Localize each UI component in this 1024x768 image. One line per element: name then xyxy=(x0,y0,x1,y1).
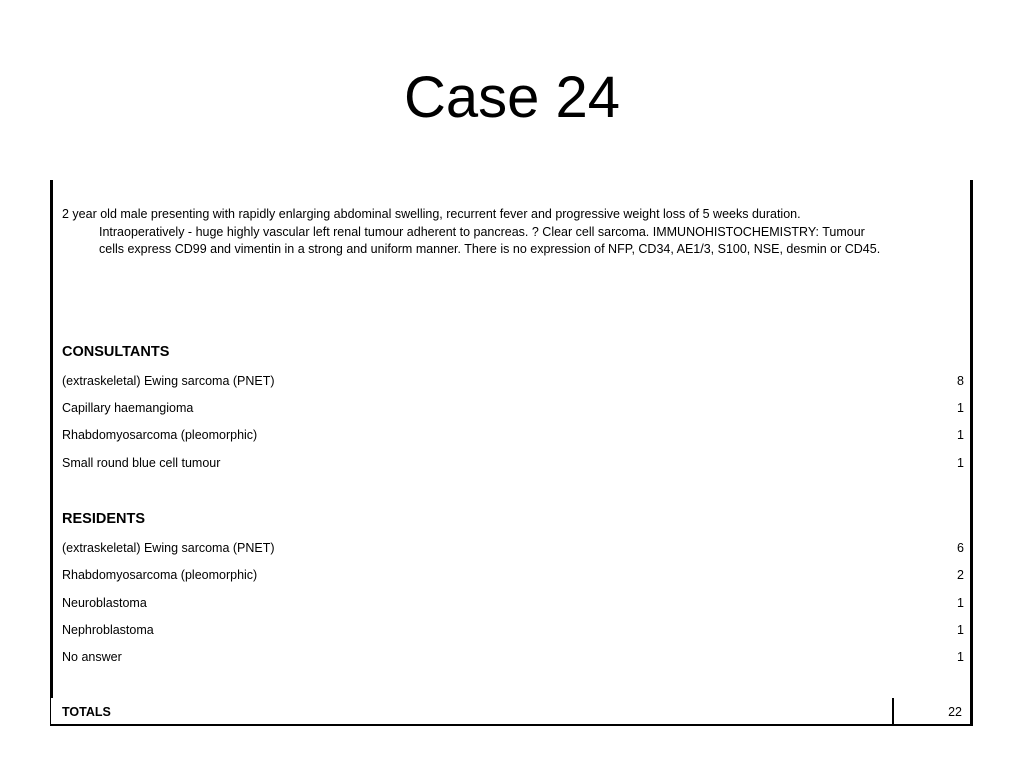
diagnosis-label: (extraskeletal) Ewing sarcoma (PNET) xyxy=(62,541,275,555)
diagnosis-count: 6 xyxy=(957,541,964,555)
table-row xyxy=(62,399,964,417)
diagnosis-count: 2 xyxy=(957,568,964,582)
table-row xyxy=(62,539,964,557)
case-description: 2 year old male presenting with rapidly enlarging abdominal swelling, recurrent fever and progressive weight loss of 5 weeks duration. Intraoperatively - huge highly vascular left renal tumour adherent to pancreas. ? Clear cell sarcoma. IMMUNOHISTOCHEMISTRY: Tumour cells express CD99 and vimentin in a strong and uniform manner. There is no expression of NFP, CD34, AE1/3, S100, NSE, desmin or CD45. xyxy=(62,207,881,256)
table-row xyxy=(62,454,964,472)
totals-value: 22 xyxy=(948,705,962,719)
diagnosis-count: 1 xyxy=(957,650,964,664)
diagnosis-label: Rhabdomyosarcoma (pleomorphic) xyxy=(62,428,258,442)
table-row xyxy=(62,372,964,390)
table-row xyxy=(62,426,964,444)
table-row xyxy=(62,594,964,612)
table-border-right xyxy=(970,180,973,726)
diagnosis-count: 1 xyxy=(957,623,964,637)
table-row xyxy=(62,648,964,666)
diagnosis-label: Nephroblastoma xyxy=(62,623,154,637)
table-border-bottom xyxy=(50,724,973,726)
results-table xyxy=(50,180,974,726)
diagnosis-label: (extraskeletal) Ewing sarcoma (PNET) xyxy=(62,374,275,388)
diagnosis-count: 1 xyxy=(957,456,964,470)
diagnosis-label: No answer xyxy=(62,650,122,664)
consultants-heading: CONSULTANTS xyxy=(62,344,170,360)
table-border-left xyxy=(50,180,53,698)
diagnosis-label: Neuroblastoma xyxy=(62,596,147,610)
totals-border-left xyxy=(50,698,51,726)
diagnosis-count: 8 xyxy=(957,374,964,388)
diagnosis-count: 1 xyxy=(957,428,964,442)
totals-label: TOTALS xyxy=(62,705,111,719)
table-row xyxy=(62,566,964,584)
diagnosis-count: 1 xyxy=(957,596,964,610)
diagnosis-label: Capillary haemangioma xyxy=(62,401,194,415)
diagnosis-label: Small round blue cell tumour xyxy=(62,456,221,470)
slide-title: Case 24 xyxy=(403,65,621,130)
residents-heading: RESIDENTS xyxy=(62,511,145,527)
diagnosis-label: Rhabdomyosarcoma (pleomorphic) xyxy=(62,568,258,582)
diagnosis-count: 1 xyxy=(957,401,964,415)
table-row xyxy=(62,621,964,639)
